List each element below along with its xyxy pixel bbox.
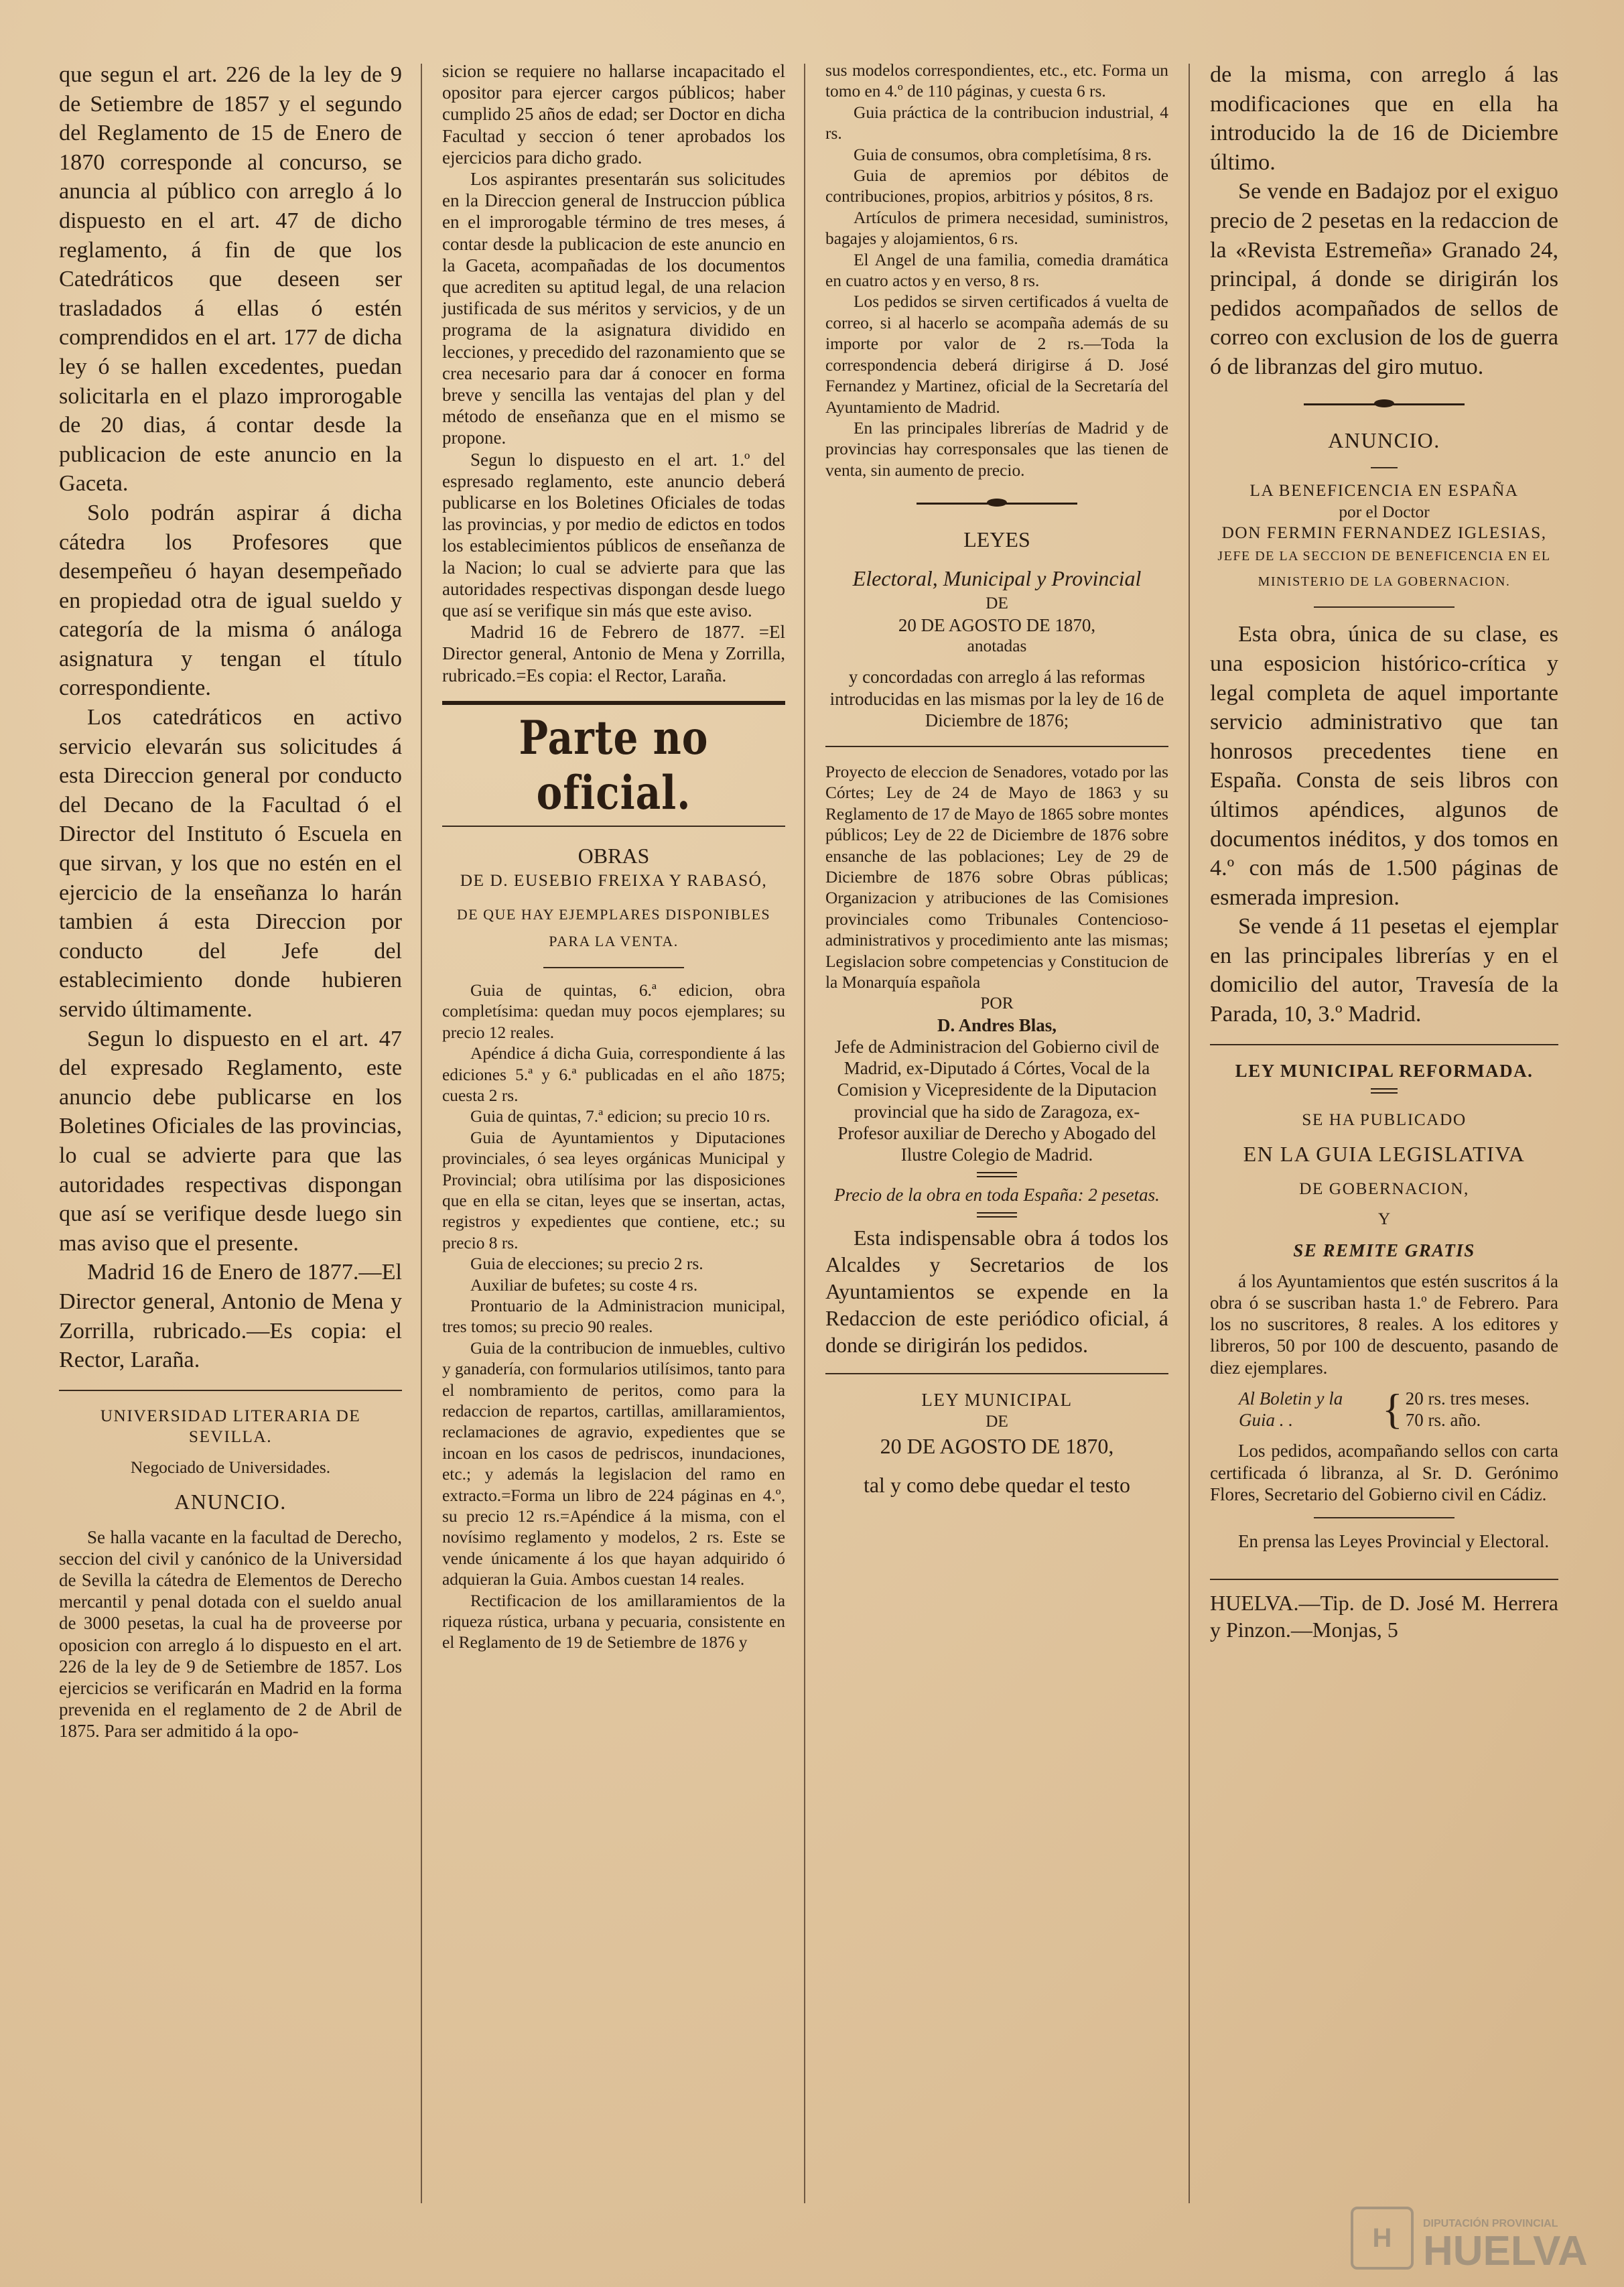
paragraph: Esta indispensable obra á todos los Alcaldes y Secretarios de los Ayuntamientos se expende en la Redaccion de este periódico oficial, á donde se dirigirán los pedidos.	[825, 1226, 1168, 1358]
list-item: Guia de la contribucion de inmuebles, cultivo y ganadería, con formularios utilísimos, tanto para el nombramiento de peritos, como para la redaccion de repartos, cartillas, amillaramientos, reclamaciones de agravio, expedientes que se incoan en los casos de pedriscos, inundaciones, etc.; y además la legislacion del ramo en extracto.=Forma un libro de 224 páginas en 4.º, su precio 12 rs.=Apéndice á la misma, con el novísimo reglamento y modelos, 2 rs. Este se vende únicamente á los que hayan adquirido ó adquieran la Guia. Ambos cuestan 14 reales.	[442, 1338, 785, 1589]
paragraph: Los aspirantes presentarán sus solicitudes en la Direccion general de Instruccion pública en el improrogable término de tres meses, á contar desde la publicacion de este anuncio en la Gaceta, acompañadas de los documentos que acrediten su aptitud legal, de una relacion justificada de sus méritos y servicios, y de un programa de la asignatura dividido en lecciones, y precedido del razonamiento que se crea necesario para dar á conocer en forma breve y sencilla las ventajas del plan y del método de enseñanza que en el mismo se propone.	[442, 169, 785, 448]
column-2	[442, 60, 785, 1654]
divider	[1314, 1517, 1454, 1518]
notice-heading: ANUNCIO.	[174, 1489, 287, 1514]
text-de: DE	[986, 594, 1008, 613]
paragraph: En prensa las Leyes Provincial y Electoral.	[1238, 1530, 1550, 1551]
divider	[1210, 1044, 1558, 1045]
divider	[442, 826, 785, 827]
list-item: Auxiliar de bufetes; su coste 4 rs.	[470, 1275, 698, 1295]
column-rule	[1189, 64, 1190, 2203]
divider	[59, 1390, 402, 1391]
text-y: Y	[1377, 1210, 1391, 1229]
paragraph: sicion se requiere no hallarse incapacitado el opositor para ejercer cargos públicos; haber cumplido 25 años de edad; ser Doctor en dicha Facultad y seccion ó tener aprobados los ejercicios para dicho grado.	[442, 61, 785, 168]
paragraph: Se vende á 11 pesetas el ejemplar en las principales librerías y en el domicilio del autor, Travesía de la Parada, 10, 3.º Madrid.	[1210, 914, 1558, 1027]
list-item: Apéndice á dicha Guia, correspondiente á las ediciones 5.ª y 6.ª publicadas en el año 1875; cuesta 2 rs.	[442, 1044, 785, 1105]
divider	[1314, 606, 1454, 608]
date-line: 20 DE AGOSTO DE 1870,	[880, 1434, 1114, 1459]
paragraph: y concordadas con arreglo á las reformas introducidas en las mismas por la ley de 16 de Diciembre de 1876;	[829, 667, 1164, 730]
subheading: Electoral, Municipal y Provincial	[852, 566, 1142, 590]
list-item: Prontuario de la Administracion municipal, tres tomos; su precio 90 reales.	[442, 1296, 785, 1337]
divider	[977, 1212, 1017, 1218]
subheading: Negociado de Universidades.	[130, 1457, 331, 1477]
list-item: sus modelos correspondientes, etc., etc. Forma un tomo en 4.º de 110 páginas, y cuesta 6 rs.	[825, 61, 1168, 101]
author-line: DE D. EUSEBIO FREIXA Y RABASÓ,	[460, 871, 768, 891]
paragraph: Segun lo dispuesto en el art. 47 del expresado Reglamento, este anuncio debe publicarse en los Boletines Oficiales de las provincias, lo cual se advierte para que las autoridades respectivas dispongan que así se verifique desde luego sin mas aviso que el presente.	[59, 1026, 402, 1256]
archive-stamp-logo	[1349, 2201, 1604, 2275]
column-rule	[421, 64, 422, 2203]
list-item: Guia de apremios por débitos de contribuciones, propios, arbitrios y pósitos, 8 rs.	[825, 166, 1168, 206]
subscription-price: 20 rs. tres meses.	[1405, 1388, 1530, 1409]
divider	[1371, 467, 1398, 468]
stamp-line-1: DIPUTACIÓN PROVINCIAL	[1423, 2218, 1558, 2229]
paragraph: Los catedráticos en activo servicio elevarán sus solicitudes á esta Direccion general por conducto del Decano de la Facultad ó el Director del Instituto ó Escuela en que sirvan, y los que no estén en el ejercicio de la enseñanza lo harán tambien á esta Direccion por conducto del Jefe del establecimiento donde hubieren servido últimamente.	[59, 705, 402, 1022]
list-item: En las principales librerías de Madrid y de provincias hay corresponsales que las tienen de venta, sin aumento de precio.	[825, 418, 1168, 480]
section-heading: OBRAS	[578, 843, 650, 868]
subheading: DE GOBERNACION,	[1299, 1179, 1469, 1198]
thick-divider	[442, 701, 785, 705]
list-item: Artículos de primera necesidad, suministros, bagajes y alojamientos, 6 rs.	[825, 208, 1168, 249]
paragraph: Proyecto de eleccion de Senadores, votado por las Córtes; Ley de 24 de Mayo de 1863 y su Reglamento de 17 de Mayo de 1865 sobre montes públicos; Ley de 22 de Diciembre de 1876 sobre ensanche de las poblaciones; Ley de 29 de Diciembre de 1876 sobre Obras públicas; Organizacion y atribuciones de las Comisiones provinciales como Tribunales Contencioso-administrativos y procedimiento ante las mismas; Legislacion sobre competencias y Constitucion de la Monarquía española	[825, 762, 1168, 992]
divider	[825, 1373, 1168, 1374]
section-masthead: Parte no oficial.	[519, 710, 709, 820]
paragraph: Se vende en Badajoz por el exiguo precio de 2 pesetas en la redaccion de la «Revista Estremeña» Granado 24, principal, á donde se dirigirán los pedidos acompañados de sellos de correo con exclusion de los de guerra ó de libranzas del giro mutuo.	[1210, 179, 1558, 379]
notice-heading: ANUNCIO.	[1328, 428, 1440, 452]
subscription-price: 70 rs. año.	[1405, 1410, 1481, 1431]
section-heading: LEY MUNICIPAL	[921, 1390, 1073, 1411]
divider	[977, 1172, 1017, 1177]
paragraph: que segun el art. 226 de la ley de 9 de Setiembre de 1857 y el segundo del Reglamento de 15 de Enero de 1870 corresponde al concurso, se anuncia al público con arreglo á lo dispuesto en el art. 47 de dicho reglamento, á fin de que los Catedráticos que deseen ser trasladados á ellas ó estén comprendidos en el art. 177 de dicha ley ó se hallen excedentes, puedan solicitarla en el plazo improrogable de 20 dias, á contar desde la publicacion de este anuncio en la Gaceta.	[59, 62, 402, 497]
paragraph: Esta obra, única de su clase, es una esposicion histórico-crítica y legal completa de aquel importante servicio administrativo que tan honrosos precedentes tiene en España. Consta de seis libros con últimos apéndices, algunos de documentos inéditos, y dos tomos en 4.º con más de 1.500 páginas de esmerada impresion.	[1210, 622, 1558, 910]
stamp-line-2: HUELVA	[1423, 2228, 1588, 2274]
brace: {	[1382, 1385, 1403, 1433]
author-name: DON FERMIN FERNANDEZ IGLESIAS,	[1221, 523, 1547, 542]
paragraph: Segun lo dispuesto en el art. 1.º del espresado reglamento, este anuncio deberá publicarse en los Boletines Oficiales de todas las provincias, y por medio de edictos en todos los establecimientos públicos de enseñanza de la Nacion; lo cual se advierte para que las autoridades respectivas dispongan desde luego que así se verifique sin más que este aviso.	[442, 449, 785, 621]
subheading: DE QUE HAY EJEMPLARES DISPONIBLES PARA LA VENTA.	[456, 905, 771, 950]
imprint: HUELVA.—Tip. de D. José M. Herrera y Pinzon.—Monjas, 5	[1210, 1591, 1558, 1642]
text-por-doctor: por el Doctor	[1339, 502, 1430, 521]
paragraph: á los Ayuntamientos que estén suscritos á la obra ó se suscriban hasta 1.º de Febrero. Para los no suscritores, 8 reales. A los editores y libreros, 50 por 100 de descuento, pasando de diez ejemplares.	[1210, 1270, 1558, 1378]
section-heading: LEY MUNICIPAL REFORMADA.	[1235, 1060, 1534, 1081]
subheading: EN LA GUIA LEGISLATIVA	[1243, 1142, 1526, 1167]
column-3	[825, 60, 1168, 1500]
text-anotadas: anotadas	[967, 636, 1027, 655]
paragraph: tal y como debe quedar el testo	[863, 1472, 1131, 1497]
divider	[825, 746, 1168, 747]
text-de: DE	[986, 1411, 1008, 1431]
subscription-label: Al Boletin y la Guia . .	[1239, 1388, 1343, 1431]
ornamental-divider	[917, 501, 1077, 505]
date-line: 20 DE AGOSTO DE 1870,	[898, 614, 1096, 635]
section-heading: UNIVERSIDAD LITERARIA DE SEVILLA.	[100, 1406, 361, 1447]
list-item: Guia de Ayuntamientos y Diputaciones provinciales, ó sea leyes orgánicas Municipal y Provincial; obra utilísima por las disposiciones que en ella se citan, leyes que se insertan, actas, registros y expedientes que contiene, etc.; su precio 8 rs.	[442, 1128, 785, 1252]
signature-paragraph: Madrid 16 de Enero de 1877.—El Director general, Antonio de Mena y Zorrilla, rubricado.—Es copia: el Rector, Laraña.	[59, 1260, 402, 1373]
paragraph: de la misma, con arreglo á las modificaciones que en ella ha introducido la de 16 de Diciembre último.	[1210, 62, 1558, 175]
ornamental-divider	[1304, 402, 1465, 406]
column-4	[1210, 60, 1558, 1643]
column-1	[59, 60, 402, 1742]
subscription-table	[1210, 1385, 1558, 1433]
subheading: SE HA PUBLICADO	[1302, 1110, 1467, 1129]
list-item: Guia de elecciones; su precio 2 rs.	[470, 1254, 703, 1274]
text-por: POR	[980, 994, 1014, 1013]
paragraph: Se halla vacante en la facultad de Derecho, seccion del civil y canónico de la Universidad de Sevilla la cátedra de Elementos de Derecho mercantil y penal dotada con el sueldo anual de 3000 pesetas, la cual ha de proveerse por oposicion con arreglo á lo dispuesto en el art. 226 de la ley de 9 de Setiembre de 1857. Los ejercicios se verificarán en Madrid en la forma prevenida en el reglamento de 2 de Abril de 1875. Para ser admitido á la opo-	[59, 1526, 402, 1742]
author-name: D. Andres Blas,	[937, 1015, 1057, 1035]
divider	[543, 967, 684, 968]
author-description: Jefe de Administracion del Gobierno civil de Madrid, ex-Diputado á Córtes, Vocal de la Comision y Vicepresidente de la Diputacion provincial que ha sido de Zaragoza, ex-Profesor auxiliar de Derecho y Abogado del Ilustre Colegio de Madrid.	[834, 1037, 1160, 1165]
divider	[1371, 1088, 1398, 1094]
svg-text:H: H	[1372, 2223, 1392, 2253]
paragraph: Los pedidos, acompañando sellos con carta certificada ó libranza, al Sr. D. Gerónimo Flores, Secretario del Gobierno civil en Cádiz.	[1210, 1441, 1558, 1504]
paragraph: Solo podrán aspirar á dicha cátedra los Profesores que desempeñeu ó hayan desempeñado en propiedad otra de igual sueldo y categoría de la misma ó análoga asignatura y tengan el título correspondiente.	[59, 500, 402, 701]
price-line: Precio de la obra en toda España: 2 pesetas.	[834, 1185, 1160, 1205]
imprint-footer	[1210, 1579, 1558, 1643]
list-item: Rectificacion de los amillaramientos de la riqueza rústica, urbana y pecuaria, consistente en el Reglamento de 19 de Setiembre de 1876 y	[442, 1591, 785, 1652]
list-item: Los pedidos se sirven certificados á vuelta de correo, si al hacerlo se acompaña además de su importe por valor de 2 rs.—Toda la correspondencia deberá dirigirse á D. José Fernandez y Martinez, oficial de la Secretaría del Ayuntamiento de Madrid.	[825, 292, 1168, 417]
list-item: Guia práctica de la contribucion industrial, 4 rs.	[825, 103, 1168, 143]
subheading: SE REMITE GRATIS	[1293, 1240, 1475, 1260]
column-rule	[804, 64, 805, 2203]
book-title: LA BENEFICENCIA EN ESPAÑA	[1249, 481, 1519, 501]
signature-paragraph: Madrid 16 de Febrero de 1877. =El Director general, Antonio de Mena y Zorrilla, rubricado.=Es copia: el Rector, Laraña.	[442, 622, 785, 685]
list-item: Guia de quintas, 7.ª edicion; su precio 10 rs.	[470, 1107, 770, 1126]
list-item: Guia de consumos, obra completísima, 8 rs.	[854, 145, 1152, 164]
author-title: JEFE DE LA SECCION DE BENEFICENCIA EN EL MINISTERIO DE LA GOBERNACION.	[1217, 549, 1551, 590]
list-item: Guia de quintas, 6.ª edicion, obra completísima: quedan muy pocos ejemplares; su precio 12 reales.	[442, 980, 785, 1042]
list-item: El Angel de una familia, comedia dramática en cuatro actos y en verso, 8 rs.	[825, 250, 1168, 291]
section-heading: LEYES	[963, 527, 1030, 552]
